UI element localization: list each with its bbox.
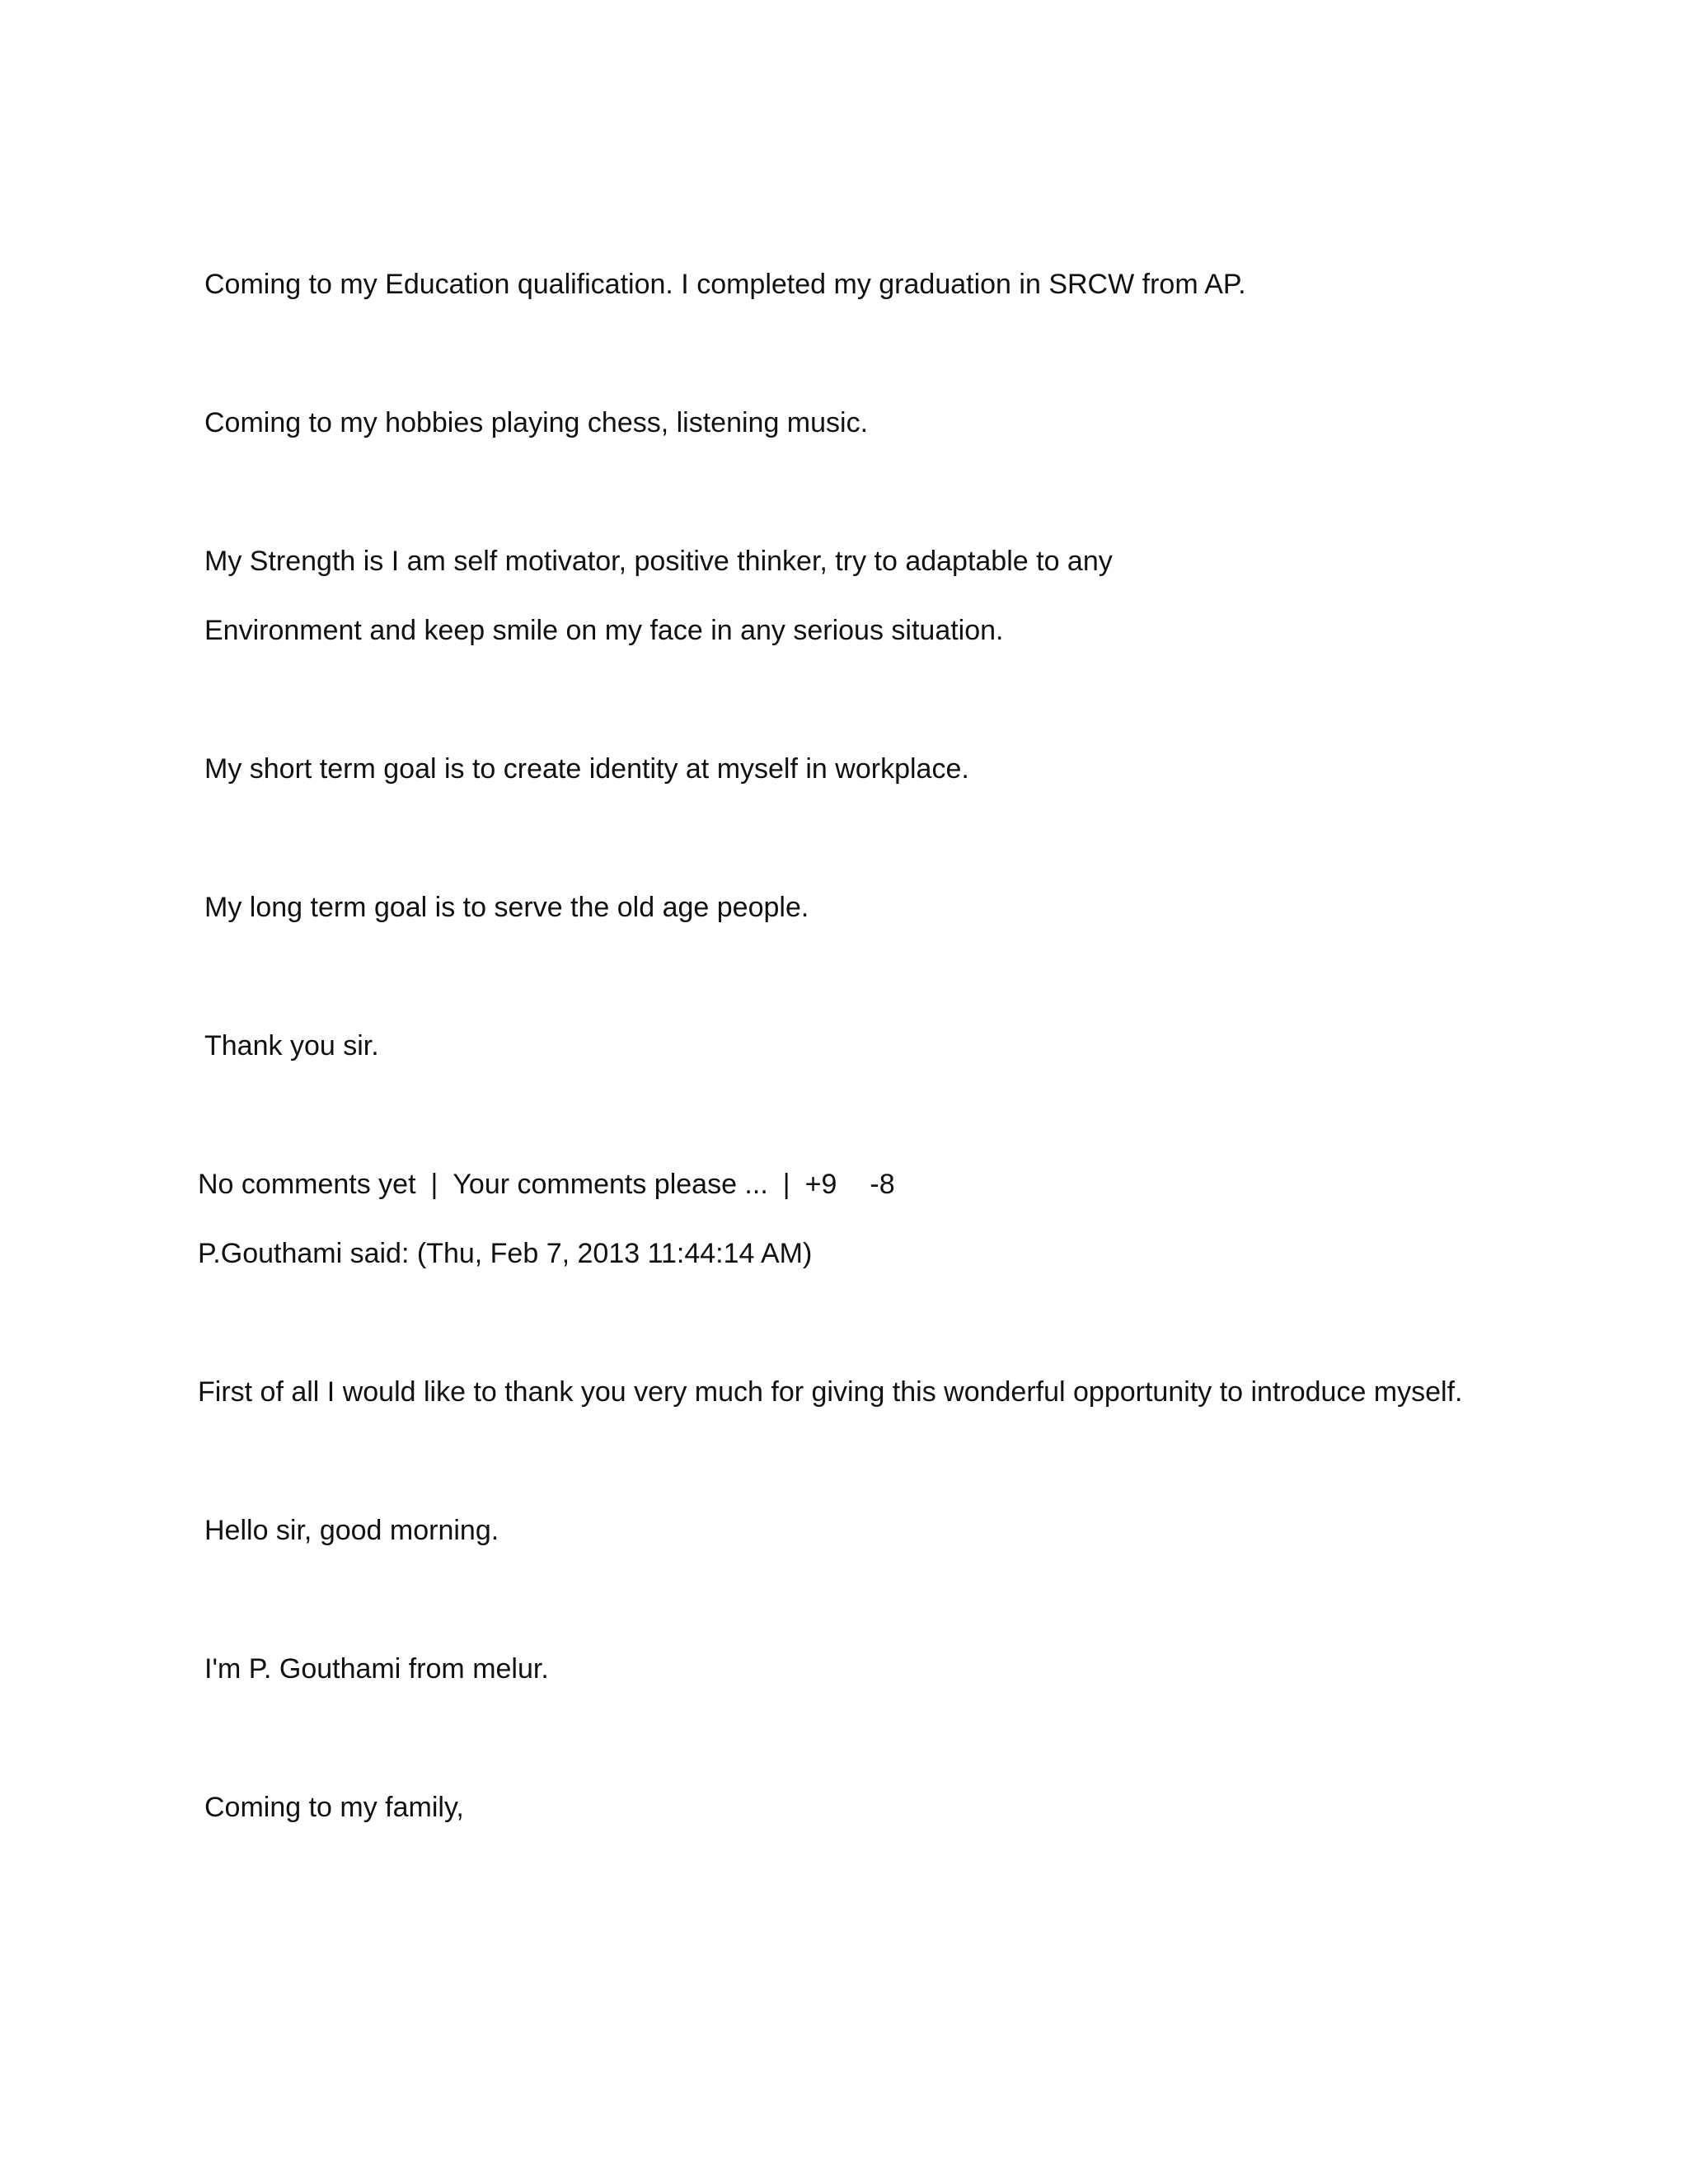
paragraph-family: Coming to my family, xyxy=(204,1792,464,1823)
paragraph-strength-line-2: Environment and keep smile on my face in any serious situation. xyxy=(204,615,1004,646)
separator: | xyxy=(430,1169,438,1200)
downvote-button[interactable]: -8 xyxy=(870,1169,895,1200)
upvote-button[interactable]: +9 xyxy=(804,1169,837,1200)
no-comments-link[interactable]: No comments yet xyxy=(198,1169,416,1200)
paragraph-education: Coming to my Education qualification. I completed my graduation in SRCW from AP. xyxy=(204,269,1246,300)
separator: | xyxy=(782,1169,790,1200)
paragraph-hello: Hello sir, good morning. xyxy=(204,1515,499,1546)
post-author-line: P.Gouthami said: (Thu, Feb 7, 2013 11:44:14 AM) xyxy=(198,1238,813,1269)
your-comments-link[interactable]: Your comments please ... xyxy=(452,1169,768,1200)
paragraph-intro: First of all I would like to thank you very much for giving this wonderful opportunity to introduce myself. xyxy=(198,1376,1463,1408)
comment-bar xyxy=(198,1168,895,1201)
paragraph-hobbies: Coming to my hobbies playing chess, listening music. xyxy=(204,407,869,438)
paragraph-strength-line-1: My Strength is I am self motivator, positive thinker, try to adaptable to any xyxy=(204,546,1113,577)
paragraph-short-term-goal: My short term goal is to create identity at myself in workplace. xyxy=(204,753,969,785)
paragraph-name: I'm P. Gouthami from melur. xyxy=(204,1653,549,1685)
paragraph-long-term-goal: My long term goal is to serve the old age people. xyxy=(204,892,809,923)
paragraph-thanks: Thank you sir. xyxy=(204,1030,379,1062)
